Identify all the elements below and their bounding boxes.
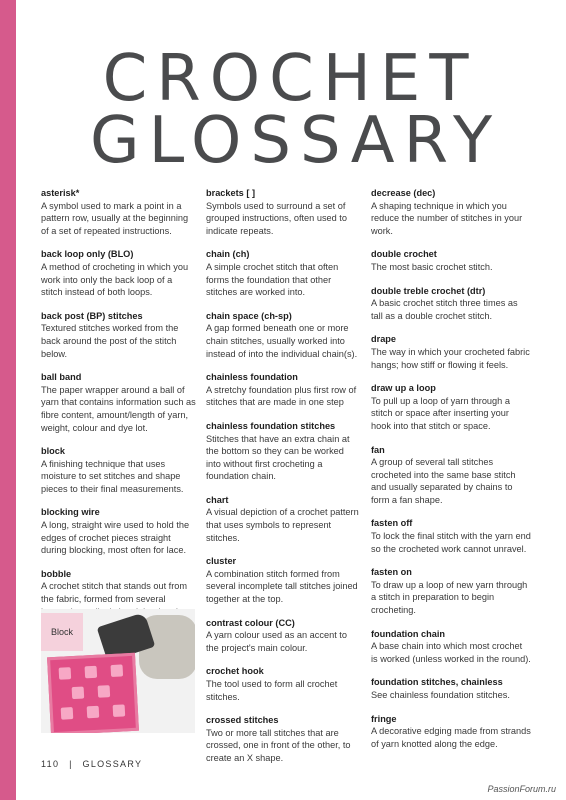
glossary-entry [206,187,361,237]
glossary-entry [371,676,531,701]
glossary-definition: To pull up a loop of yarn through a stitch or space after inserting your hook into that stitch or space. [371,395,510,431]
glossary-term: chain (ch) [206,249,250,260]
glossary-definition: A visual depiction of a crochet pattern that uses symbols to represent stitches. [206,507,359,543]
glossary-entry [206,248,361,298]
glossary-definition: A decorative edging made from strands of yarn knotted along the edge. [371,726,531,749]
glossary-term: double crochet [371,249,437,260]
title-line-1: CROCHET [102,42,478,116]
accent-bar [0,0,16,800]
glossary-entry [41,445,196,495]
glossary-definition: The tool used to form all crochet stitches. [206,679,338,702]
glossary-definition: A gap formed beneath one or more chain stitches, usually worked into instead of into the individual chain(s). [206,323,358,359]
glossary-term: contrast colour (CC) [206,617,295,628]
glossary-entry [206,371,361,409]
glossary-term: bobble [41,568,72,579]
glossary-definition: A group of several tall stitches crocheted into the same base stitch and usually separated by chains to form a fan shape. [371,457,516,505]
glossary-entry [41,187,196,237]
glossary-entry [206,617,361,655]
glossary-definition: The paper wrapper around a ball of yarn that contains information such as fibre content, amount/length of yarn, weight, colour and dye lot. [41,384,196,433]
glossary-column-3 [371,187,531,761]
glossary-term: chainless foundation stitches [206,420,336,431]
crochet-swatch-image [47,653,139,733]
glossary-definition: A yarn colour used as an accent to the project's main colour. [206,630,347,653]
glossary-term: cluster [206,556,237,567]
title-line-2: GLOSSARY [90,104,502,178]
glossary-definition: A basic crochet stitch three times as tall as a double crochet stitch. [371,298,518,321]
glossary-definition: To draw up a loop of new yarn through a stitch in preparation to begin crocheting. [371,579,528,616]
glossary-definition: See chainless foundation stitches. [371,690,510,700]
glossary-entry [206,310,361,360]
glossary-definition: A base chain into which most crochet is worked (unless worked in the round). [371,641,531,664]
glossary-entry [371,444,531,507]
footer-separator: | [69,759,73,769]
glossary-entry [206,555,361,605]
glossary-definition: Symbols used to surround a set of grouped instructions, often used to indicate repeats. [206,200,347,236]
page-number: 110 [41,759,60,769]
glossary-definition: The most basic crochet stitch. [371,261,493,272]
blocking-photo [41,609,195,733]
glossary-term: foundation chain [371,628,446,639]
glossary-entry [371,713,531,751]
glossary-definition: Textured stitches worked from the back around the post of the stitch below. [41,323,179,359]
glossary-term: drape [371,334,397,345]
glossary-term: chart [206,494,229,505]
glossary-definition: A symbol used to mark a point in a pattern row, usually at the beginning of a set of repeated instructions. [41,200,189,236]
glossary-entry [41,248,196,298]
glossary-definition: A simple crochet stitch that often forms the foundation that other stitches are worked into. [206,261,339,298]
glossary-term: fringe [371,713,397,724]
page-title [90,42,502,178]
glossary-entry [371,566,531,616]
glossary-term: crochet hook [206,666,264,677]
glossary-entry [371,187,531,237]
glossary-entry [41,371,196,434]
glossary-term: fasten on [371,567,412,578]
glossary-entry [371,382,531,432]
glossary-entry [371,285,531,323]
watermark: PassionForum.ru [487,784,556,794]
page-footer [41,759,142,769]
glossary-entry [371,628,531,666]
glossary-definition: A method of crocheting in which you work into only the back loop of a stitch instead of both loops. [41,261,189,298]
glossary-term: fasten off [371,518,413,529]
glossary-term: draw up a loop [371,383,436,394]
glossary-definition: The way in which your crocheted fabric hangs; how stiff or flowing it feels. [371,346,530,370]
photo-label: Block [41,613,83,651]
glossary-term: crossed stitches [206,715,279,726]
glossary-term: back post (BP) stitches [41,310,143,321]
glossary-term: block [41,446,65,457]
glossary-term: ball band [41,372,82,383]
glossary-definition: A shaping technique in which you reduce the number of stitches in your work. [371,200,523,236]
glossary-entry [371,333,531,371]
glossary-definition: A crochet stitch that stands out from the fabric, formed from several [41,581,188,605]
glossary-entry [371,248,531,273]
glossary-term: asterisk* [41,188,80,198]
glossary-term: fan [371,444,385,455]
glossary-definition: A combination stitch formed from several incomplete tall stitches joined together at the top. [206,568,358,605]
glossary-definition: Two or more tall stitches that are crossed, one in front of the other, to create an X shape. [206,727,351,763]
glossary-entry [206,714,361,764]
glossary-definition: Stitches that have an extra chain at the bottom so they can be worked into without first crocheting a foundation chain. [206,433,350,482]
glossary-column-2 [206,187,361,776]
glossary-entry [206,420,361,483]
glossary-term: double treble crochet (dtr) [371,285,486,296]
glossary-term: brackets [ ] [206,188,256,198]
glossary-entry [206,494,361,544]
glossary-term: foundation stitches, chainless [371,677,503,688]
footer-section: GLOSSARY [82,759,143,769]
glossary-term: chainless foundation [206,372,298,383]
glossary-term: chain space (ch-sp) [206,310,292,321]
glossary-entry [371,517,531,555]
glossary-entry [41,310,196,360]
glossary-definition: A finishing technique that uses moisture to set stitches and shape pieces to their final measurements. [41,458,184,494]
glossary-term: decrease (dec) [371,188,436,198]
glossary-term: blocking wire [41,507,100,518]
glossary-definition: A long, straight wire used to hold the edges of crochet pieces straight during blocking, most often for lace. [41,520,190,556]
glossary-column-1 [41,187,196,642]
glossary-definition: A stretchy foundation plus first row of stitches that are made in one step [206,384,357,408]
glossary-entry [41,506,196,556]
glossary-term: back loop only (BLO) [41,249,134,260]
glossary-entry [206,665,361,703]
glossary-definition: To lock the final stitch with the yarn end so the crocheted work cannot unravel. [371,531,531,554]
